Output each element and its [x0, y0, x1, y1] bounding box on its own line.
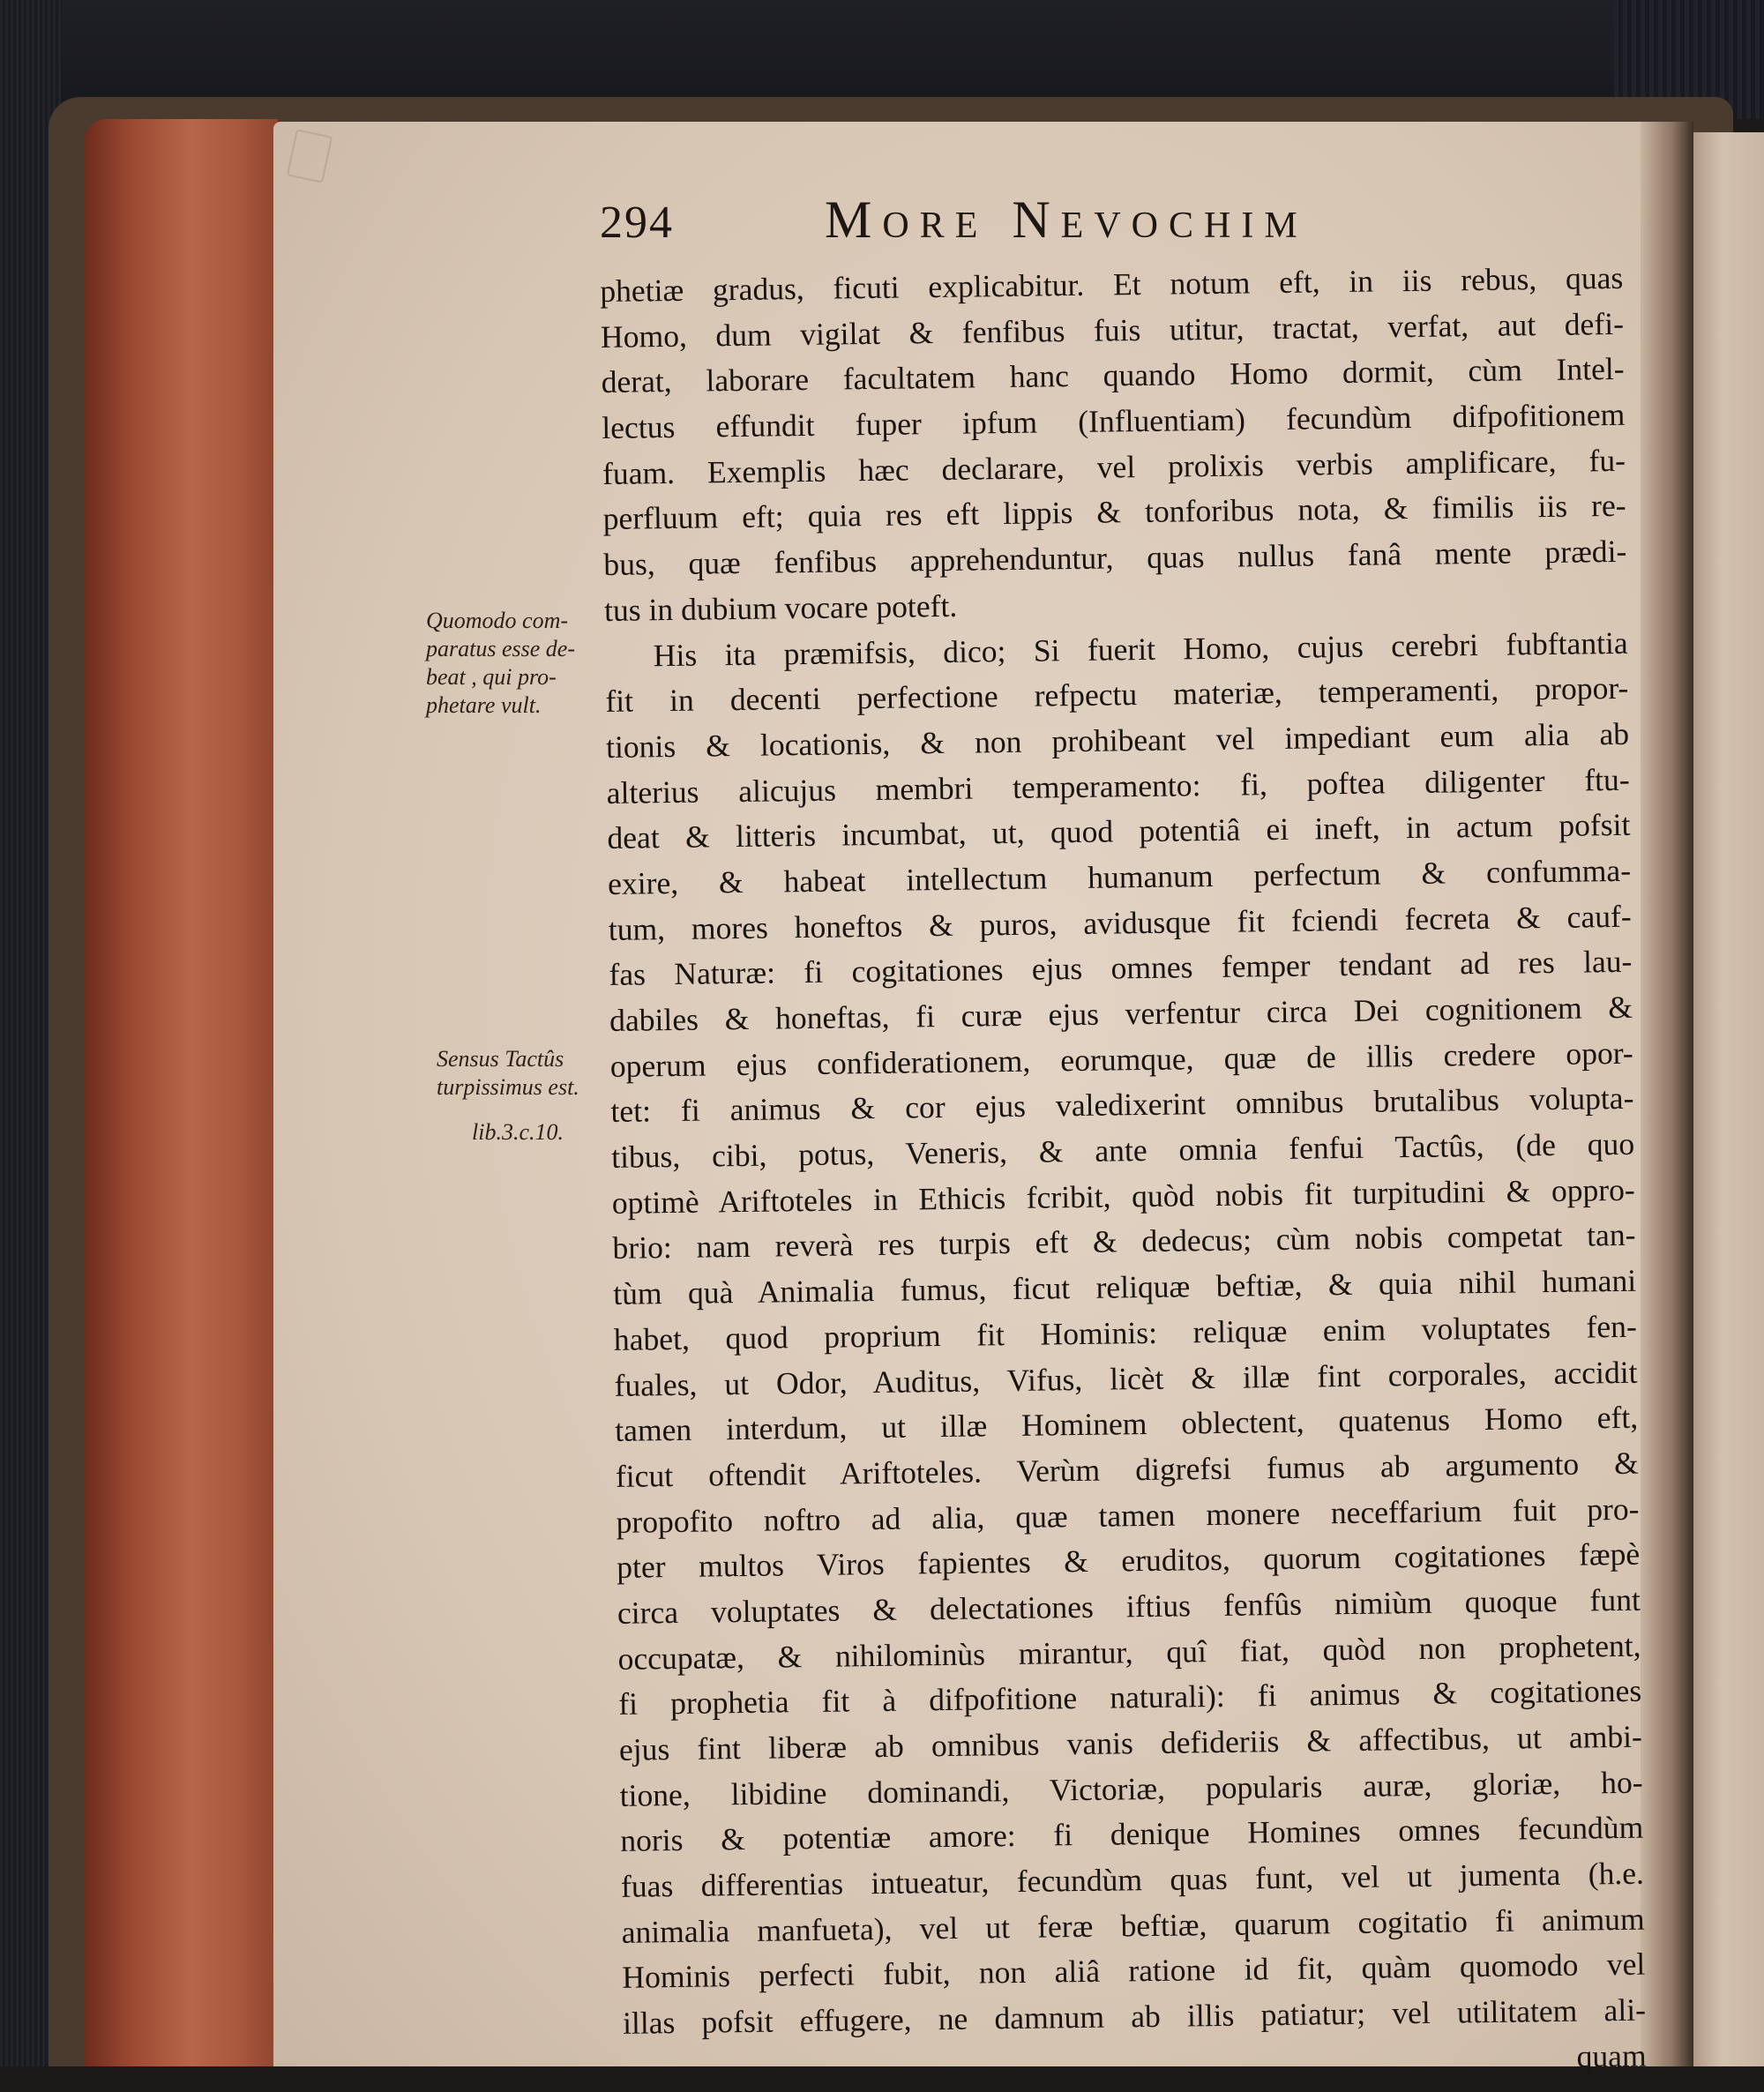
text-line: optimè Ariftoteles in Ethicis fcribit, quòd nobis fit turpitudini & oppro- [611, 1171, 1636, 1221]
text-line: tibus, cibi, potus, Veneris, & ante omnia fenfui Tactûs, (de quo [610, 1125, 1635, 1175]
text-line: habet, quod proprium fit Hominis: reliquæ enim voluptates fen- [613, 1308, 1638, 1357]
text-line: phetiæ gradus, ficuti explicabitur. Et notum eft, in iis rebus, quas [600, 259, 1624, 309]
text-line: fuam. Exemplis hæc declarare, vel prolixis verbis amplificare, fu- [602, 442, 1626, 491]
text-line: fuales, ut Odor, Auditus, Vifus, licèt & illæ fint corporales, accidit [614, 1354, 1638, 1403]
running-title: More Nevochim [825, 191, 1308, 249]
facing-page-edge [1693, 132, 1764, 2066]
page-number: 294 [600, 198, 674, 248]
margin-note-line: turpissimus est. [437, 1074, 579, 1100]
text-line: animalia manfueta), vel ut feræ beftiæ, quarum cogitatio fi animum [621, 1901, 1645, 1950]
book-gutter [1641, 122, 1693, 2066]
text-line: deat & litteris incumbat, ut, quod potentiâ ei ineft, in actum pofsit [607, 807, 1631, 856]
text-line: occupatæ, & nihilominùs mirantur, quî fiat, quòd non prophetent, [617, 1627, 1641, 1677]
text-line: ficut oftendit Ariftoteles. Verùm digrefsi fumus ab argumento & [615, 1445, 1640, 1494]
text-line: perfluum eft; quia res eft lippis & tonforibus nota, & fimilis iis re- [602, 488, 1626, 537]
text-line: lectus effundit fuper ipfum (Influentiam) fecundùm difpofitionem [602, 396, 1626, 446]
text-line: exire, & habeat intellectum humanum perfectum & confumma- [607, 852, 1632, 901]
text-line: tionis & locationis, & non prohibeant vel impediant eum alia ab [605, 715, 1630, 765]
text-line: pter multos Viros fapientes & eruditos, quorum cogitationes fæpè [617, 1535, 1641, 1586]
margin-note-line: lib.3.c.10. [472, 1119, 564, 1145]
text-line: tione, libidine dominandi, Victoriæ, popularis auræ, gloriæ, ho- [619, 1764, 1643, 1813]
text-line: fas Naturæ: fi cogitationes ejus omnes femper tendant ad res lau- [609, 944, 1633, 993]
margin-note-prophecy [426, 607, 575, 720]
text-line: Hominis perfecti fubit, non aliâ ratione id fit, quàm quomodo vel [622, 1946, 1646, 1996]
text-line: derat, laborare facultatem hanc quando Homo dormit, cùm Intel- [601, 351, 1625, 400]
text-line: tus in dubium vocare poteft. [603, 587, 958, 628]
text-line: bus, quæ fenfibus apprehenduntur, quas nullus fanâ mente prædi- [603, 533, 1627, 583]
text-line: dabiles & honeftas, fi curæ ejus verfentur circa Dei cognitionem & [609, 989, 1633, 1038]
text-line: illas pofsit effugere, ne damnum ab illis patiatur; vel utilitatem ali- [622, 1991, 1647, 2041]
text-line: noris & potentiæ amore: fi denique Homines omnes fecundùm [620, 1810, 1644, 1859]
margin-note-line: paratus esse de- [426, 636, 575, 661]
margin-note-line: Quomodo com- [426, 608, 569, 633]
text-line: fuas differentias intueatur, fecundùm quas funt, vel ut jumenta (h.e. [620, 1855, 1645, 1904]
text-line: His ita præmifsis, dico; Si fuerit Homo, cujus cerebri fubftantia [653, 624, 1628, 673]
main-text-block [600, 256, 1647, 2092]
margin-note-reference [472, 1118, 564, 1147]
margin-note-line: beat , qui pro- [426, 664, 557, 690]
text-line: operum ejus confiderationem, eorumque, quæ de illis credere opor- [609, 1035, 1633, 1084]
margin-note-line: phetare vult. [426, 692, 542, 718]
text-line: tùm quà Animalia fumus, ficut reliquæ beftiæ, & quia nihil humani [612, 1262, 1637, 1312]
text-line: fi prophetia fit à difpofitione naturali): fi animus & cogitationes [618, 1672, 1642, 1722]
text-line: propofito noftro ad alia, quæ tamen monere neceffarium fuit pro- [616, 1491, 1640, 1540]
text-line: brio: nam reverà res turpis eft & dedecus; cùm nobis competat tan- [612, 1217, 1636, 1266]
text-line: tum, mores honeftos & puros, avidusque fit fciendi fecreta & cauf- [608, 898, 1632, 947]
margin-note-line: Sensus Tactûs [437, 1046, 564, 1072]
text-line: alterius alicujus membri temperamento: fi, poftea diligenter ftu- [606, 761, 1630, 811]
text-line: circa voluptates & delectationes iftius fenfûs nimiùm quoque funt [617, 1581, 1641, 1631]
text-line: Homo, dum vigilat & fenfibus fuis utitur, tractat, verfat, aut defi- [600, 305, 1625, 355]
text-line: ejus fint liberæ ab omnibus vanis defideriis & affectibus, ut ambi- [618, 1718, 1643, 1767]
margin-note-touch [437, 1045, 579, 1102]
text-line: tet: fi animus & cor ejus valedixerint omnibus brutalibus volupta- [610, 1080, 1634, 1130]
page-edges-red [84, 119, 278, 2066]
text-line: tamen interdum, ut illæ Hominem oblectent, quatenus Homo eft, [614, 1399, 1639, 1449]
catchword: quam [1576, 2037, 1647, 2074]
text-line: fit in decenti perfectione refpectu materiæ, temperamenti, propor- [605, 669, 1629, 720]
